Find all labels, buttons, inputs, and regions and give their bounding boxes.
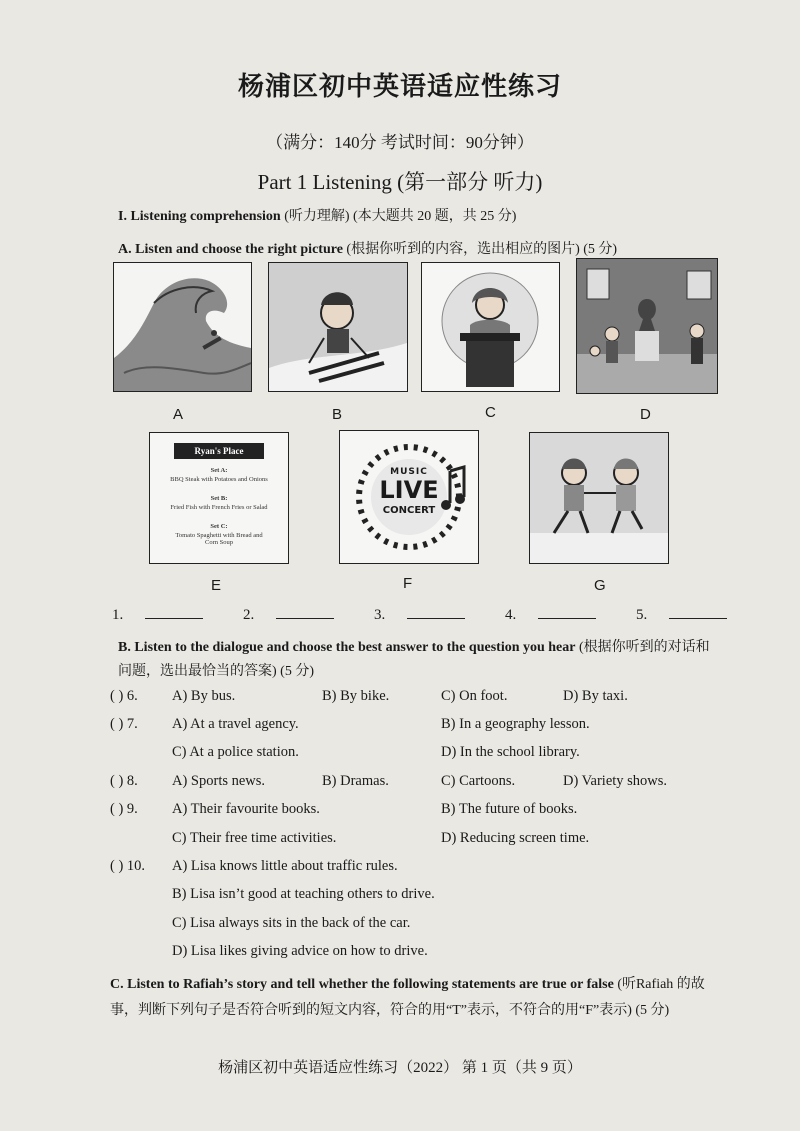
blank-3-num: 3. [374, 607, 386, 623]
q7-option-d[interactable]: D) In the school library. [441, 744, 580, 760]
label-a: A [173, 406, 184, 423]
label-d: D [640, 406, 651, 423]
concert-music-text: MUSIC [390, 467, 428, 477]
blank-1[interactable] [112, 606, 221, 624]
q10-option-b[interactable]: B) Lisa isn’t good at teaching others to drive. [172, 886, 435, 902]
label-g: G [594, 577, 606, 594]
menu-title: Ryan's Place [174, 443, 264, 459]
q8-option-a[interactable]: A) Sports news. [172, 773, 266, 789]
picture-f-concert [339, 430, 479, 564]
section-B-heading [118, 636, 718, 684]
picture-g-skating [529, 432, 669, 564]
section-A-note: (根据你听到的内容，选出相应的图片) (5 分) [342, 242, 618, 257]
label-c: C [485, 404, 496, 421]
q7-option-b[interactable]: B) In a geography lesson. [441, 716, 590, 732]
q6-number: ( ) 6. [110, 688, 138, 704]
q10-option-c[interactable]: C) Lisa always sits in the back of the car. [172, 915, 411, 931]
q8-option-c[interactable]: C) Cartoons. [441, 773, 516, 789]
picture-a-wave [113, 262, 252, 392]
section-B-note: (根据你听到的对话和问题，选出最恰当的答案) (5 分) [118, 640, 710, 679]
q7-option-c[interactable]: C) At a police station. [172, 744, 299, 760]
q9-option-a[interactable]: A) Their favourite books. [172, 801, 320, 817]
answer-blanks [112, 606, 763, 624]
q9-option-b[interactable]: B) The future of books. [441, 801, 578, 817]
q9-option-d[interactable]: D) Reducing screen time. [441, 830, 590, 846]
section-C-note: (听Rafiah 的故事，判断下列句子是否符合听到的短文内容，符合的用“T”表示，不符合的用“F”表示) (5 分) [110, 977, 705, 1018]
section-I-note: (听力理解) (本大题共 20 题，共 25 分) [280, 209, 517, 224]
section-B-title: B. Listen to the dialogue and choose the best answer to the question you hear [118, 640, 576, 655]
q6-option-b[interactable]: B) By bike. [322, 688, 390, 704]
section-I-heading [118, 205, 516, 225]
blank-4[interactable] [505, 606, 614, 624]
q8-option-b[interactable]: B) Dramas. [322, 773, 389, 789]
section-A-heading [118, 238, 617, 258]
picture-d-museum [576, 258, 718, 394]
label-b: B [332, 406, 343, 423]
page-footer: 杨浦区初中英语适应性练习（2022） 第 1 页（共 9 页） [218, 1060, 582, 1076]
blank-5-num: 5. [636, 607, 648, 623]
exam-info: （满分：140分 考试时间：90分钟） [266, 133, 534, 152]
menu-set-c-item: Tomato Spaghetti with Bread and Corn Soup [175, 532, 263, 546]
menu-set-b: Set B: [210, 495, 228, 502]
menu-set-a: Set A: [210, 467, 228, 474]
q7-number: ( ) 7. [110, 716, 138, 732]
page-title: 杨浦区初中英语适应性练习 [237, 72, 562, 102]
blank-2-num: 2. [243, 607, 255, 623]
q10-option-d[interactable]: D) Lisa likes giving advice on how to drive. [172, 943, 428, 959]
picture-c-speaker [421, 262, 560, 392]
blank-4-num: 4. [505, 607, 517, 623]
q6-option-d[interactable]: D) By taxi. [563, 688, 628, 704]
q6-option-a[interactable]: A) By bus. [172, 688, 236, 704]
q9-option-c[interactable]: C) Their free time activities. [172, 830, 337, 846]
q9-number: ( ) 9. [110, 801, 138, 817]
q8-number: ( ) 8. [110, 773, 138, 789]
menu-set-c: Set C: [210, 523, 228, 530]
label-e: E [211, 577, 222, 594]
section-C-title: C. Listen to Rafiah’s story and tell whether the following statements are true or false [110, 977, 614, 992]
q7-option-a[interactable]: A) At a travel agency. [172, 716, 299, 732]
section-A-title: A. Listen and choose the right picture [118, 242, 343, 257]
part-heading: Part 1 Listening (第一部分 听力) [257, 170, 543, 194]
section-I-title: I. Listening comprehension [118, 209, 281, 224]
menu-set-b-item: Fried Fish with French Fries or Salad [170, 504, 268, 511]
q10-number: ( ) 10. [110, 858, 146, 874]
section-C-heading [110, 972, 720, 1024]
blank-2[interactable] [243, 606, 352, 624]
concert-live-text: LIVE [379, 476, 439, 504]
menu-set-a-item: BBQ Steak with Potatoes and Onions [170, 476, 268, 483]
picture-e-menu [149, 432, 289, 564]
blank-1-num: 1. [112, 607, 124, 623]
blank-3[interactable] [374, 606, 483, 624]
label-f: F [403, 575, 413, 592]
q10-option-a[interactable]: A) Lisa knows little about traffic rules. [172, 858, 398, 874]
q6-option-c[interactable]: C) On foot. [441, 688, 508, 704]
q8-option-d[interactable]: D) Variety shows. [563, 773, 668, 789]
concert-concert-text: CONCERT [382, 505, 436, 516]
picture-b-skier [268, 262, 408, 392]
blank-5[interactable] [636, 606, 745, 624]
